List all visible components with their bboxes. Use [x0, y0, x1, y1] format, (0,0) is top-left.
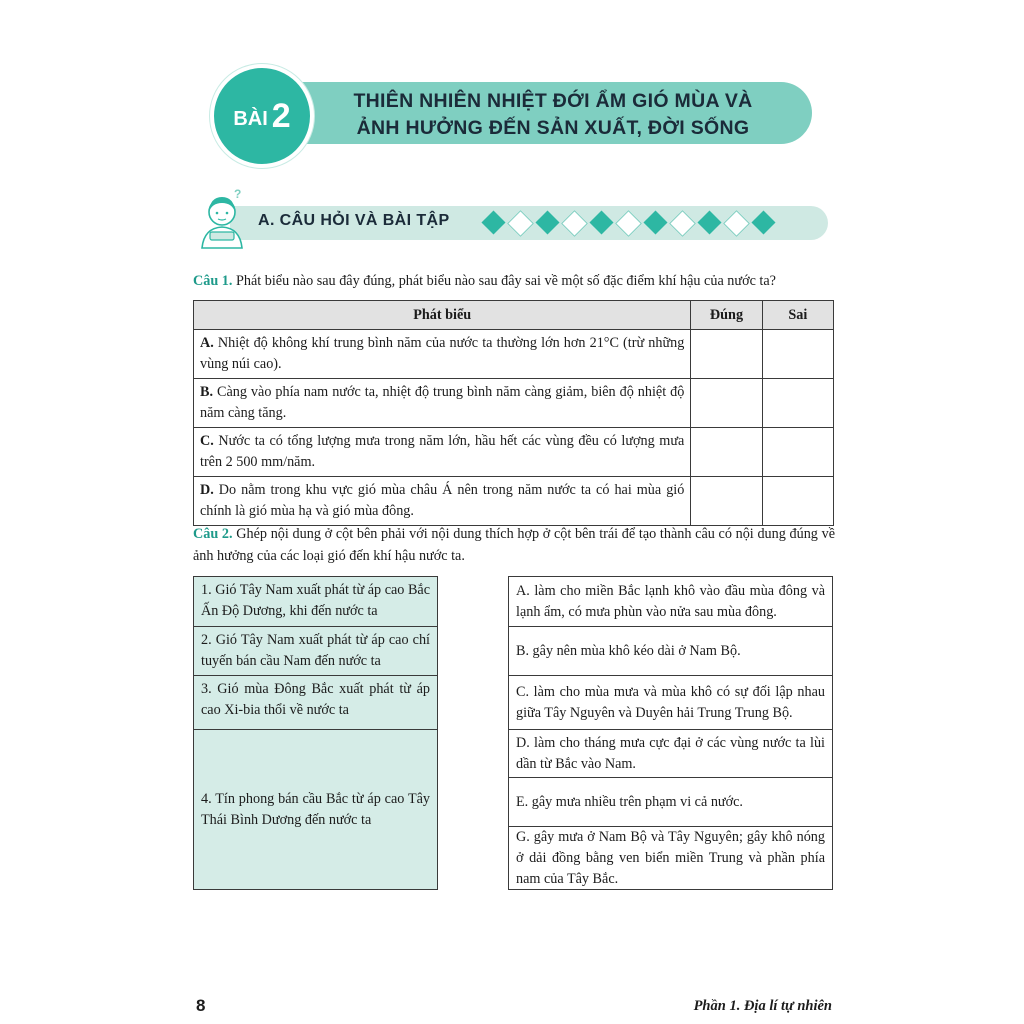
part-label: Phần 1. Địa lí tự nhiên [693, 998, 832, 1014]
question-1-label: Câu 1. [193, 273, 233, 289]
question-1-text: Phát biểu nào sau đây đúng, phát biểu nào sau đây sai về một số đặc điểm khí hậu của nước ta? [235, 273, 776, 289]
question-2-label: Câu 2. [193, 526, 233, 542]
statement-cell [194, 379, 691, 428]
left-item-4-text: 4. Tín phong bán cầu Bắc từ áp cao Tây Thái Bình Dương đến nước ta [201, 790, 430, 828]
answer-true-cell[interactable] [691, 379, 762, 428]
lesson-badge [210, 64, 314, 168]
question-2 [193, 523, 835, 567]
lesson-word: BÀI [233, 107, 268, 130]
svg-text:?: ? [234, 187, 242, 201]
diamond-icon [589, 210, 613, 234]
answer-false-cell[interactable] [762, 477, 833, 526]
statement-letter: D. [200, 482, 214, 498]
right-item-d-text: D. làm cho tháng mưa cực đại ở các vùng nước ta lùi dần từ Bắc vào Nam. [516, 734, 825, 772]
right-item-e[interactable] [508, 777, 833, 827]
lesson-number: 2 [271, 96, 291, 135]
true-false-table [193, 300, 834, 526]
page-number: 8 [196, 996, 206, 1015]
diamond-icon [535, 210, 559, 234]
statement-cell [194, 428, 691, 477]
answer-true-cell[interactable] [691, 330, 762, 379]
right-item-d[interactable] [508, 729, 833, 778]
lesson-title [318, 88, 788, 142]
statement-cell [194, 477, 691, 526]
right-item-g-text: G. gây mưa ở Nam Bộ và Tây Nguyên; gây khô nóng ở dải đồng bằng ven biển miền Trung và phần phía nam của Tây Bắc. [516, 828, 825, 887]
header-false: Sai [762, 301, 833, 330]
statement-cell [194, 330, 691, 379]
table-row [194, 477, 834, 526]
diamond-icon [561, 210, 588, 237]
left-item-1[interactable]: 1. Gió Tây Nam xuất phát từ áp cao Bắc Ấn Độ Dương, khi đến nước ta [193, 576, 438, 627]
diamond-icon [723, 210, 750, 237]
answer-false-cell[interactable] [762, 330, 833, 379]
statement-text: Do nằm trong khu vực gió mùa châu Á nên trong năm nước ta có hai mùa gió chính là gió mùa hạ và gió mùa đông. [200, 482, 685, 519]
lesson-title-line2: ẢNH HƯỞNG ĐẾN SẢN XUẤT, ĐỜI SỐNG [356, 117, 750, 139]
answer-false-cell[interactable] [762, 428, 833, 477]
right-item-c-text: C. làm cho mùa mưa và mùa khô có sự đối lập nhau giữa Tây Nguyên và Duyên hải Trung Trung Bộ. [516, 683, 825, 721]
question-2-text: Ghép nội dung ở cột bên phải với nội dung thích hợp ở cột bên trái để tạo thành câu có nội dung đúng về ảnh hưởng của các loại gió đến khí hậu nước ta. [193, 526, 835, 564]
right-item-a[interactable] [508, 576, 833, 627]
statement-text: Càng vào phía nam nước ta, nhiệt độ trung bình năm càng giảm, biên độ nhiệt độ năm càng tăng. [200, 384, 685, 421]
right-item-e-text: E. gây mưa nhiều trên phạm vi cả nước. [516, 793, 743, 810]
header-statement: Phát biểu [194, 301, 691, 330]
answer-false-cell[interactable] [762, 379, 833, 428]
left-item-3[interactable]: 3. Gió mùa Đông Bắc xuất phát từ áp cao Xi-bia thổi về nước ta [193, 675, 438, 730]
diamond-icon [669, 210, 696, 237]
table-row [194, 428, 834, 477]
table-row [194, 330, 834, 379]
left-item-4[interactable] [193, 729, 438, 890]
diamond-icon [643, 210, 667, 234]
right-item-c[interactable] [508, 675, 833, 730]
diamond-icon [481, 210, 505, 234]
table-header-row [194, 301, 834, 330]
question-1 [193, 270, 835, 292]
statement-letter: B. [200, 384, 214, 400]
statement-letter: A. [200, 335, 214, 351]
statement-text: Nhiệt độ không khí trung bình năm của nước ta thường lớn hơn 21°C (trừ những vùng núi cao). [200, 335, 685, 372]
statement-letter: C. [200, 433, 214, 449]
diamond-icon [751, 210, 775, 234]
answer-true-cell[interactable] [691, 477, 762, 526]
diamond-icon [507, 210, 534, 237]
statement-text: Nước ta có tổng lượng mưa trong năm lớn, hầu hết các vùng đều có lượng mưa trên 2 500 mm/năm. [200, 433, 685, 470]
section-title: A. CÂU HỎI VÀ BÀI TẬP [258, 212, 450, 229]
student-mascot-icon [194, 186, 254, 250]
right-item-a-text: A. làm cho miền Bắc lạnh khô vào đầu mùa đông và lạnh ẩm, có mưa phùn vào nửa sau mùa đông. [516, 582, 825, 620]
diamond-ornament [482, 211, 775, 236]
right-item-b-text: B. gây nên mùa khô kéo dài ở Nam Bộ. [516, 642, 741, 659]
diamond-icon [697, 210, 721, 234]
diamond-icon [615, 210, 642, 237]
answer-true-cell[interactable] [691, 428, 762, 477]
left-item-2[interactable]: 2. Gió Tây Nam xuất phát từ áp cao chí tuyến bán cầu Nam đến nước ta [193, 626, 438, 676]
right-item-g[interactable] [508, 826, 833, 890]
table-row [194, 379, 834, 428]
header-true: Đúng [691, 301, 762, 330]
lesson-title-line1: THIÊN NHIÊN NHIỆT ĐỚI ẨM GIÓ MÙA VÀ [353, 90, 753, 112]
right-item-b[interactable] [508, 626, 833, 676]
